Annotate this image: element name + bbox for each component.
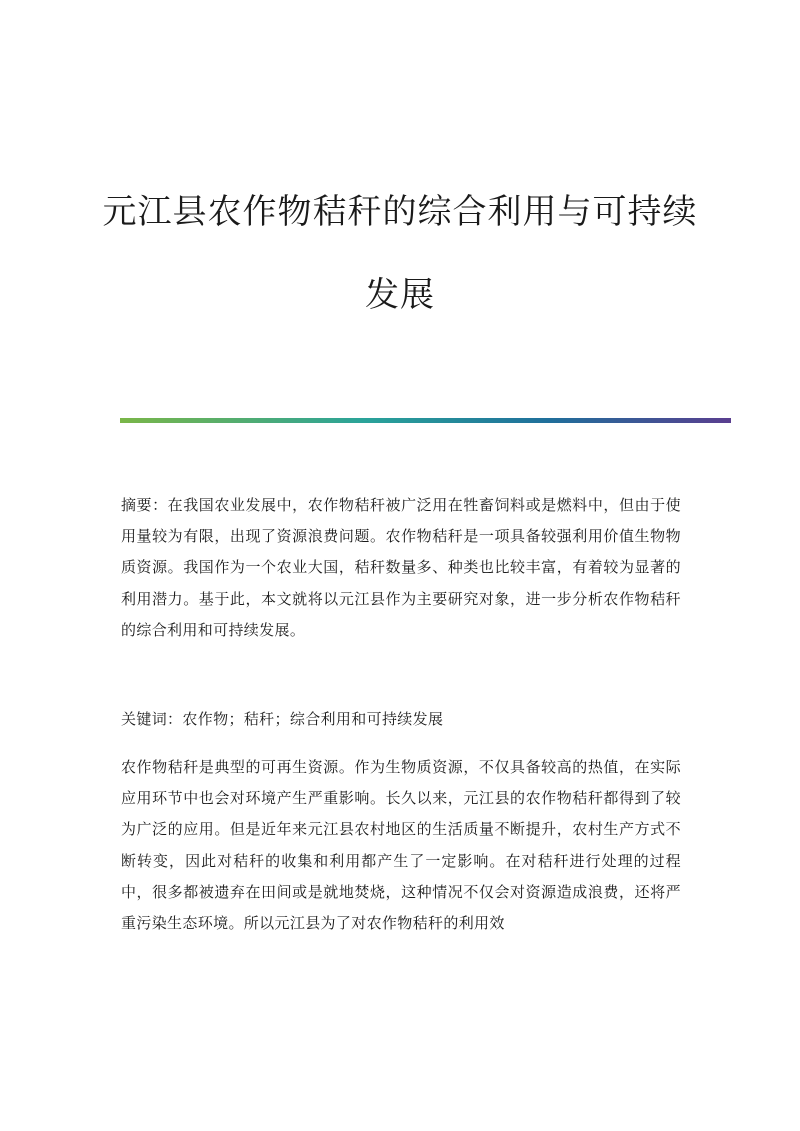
keywords-line: 关键词：农作物；秸秆；综合利用和可持续发展 [121, 710, 444, 728]
body-paragraph: 农作物秸秆是典型的可再生资源。作为生物质资源，不仅具备较高的热值，在实际应用环节中也会对环境产生严重影响。长久以来，元江县的农作物秸秆都得到了较为广泛的应用。但是近年来元江县农村地区的生活质量不断提升，农村生产方式不断转变，因此对秸秆的收集和利用都产生了一定影响。在对秸秆进行处理的过程中，很多都被遗弃在田间或是就地焚烧，这种情况不仅会对资源造成浪费，还将严重污染生态环境。所以元江县为了对农作物秸秆的利用效 [121, 758, 681, 933]
document-title-line-2: 发展 [365, 275, 435, 315]
abstract-paragraph: 摘要：在我国农业发展中，农作物秸秆被广泛用在牲畜饲料或是燃料中，但由于使用量较为有限，出现了资源浪费问题。农作物秸秆是一项具备较强利用价值生物物质资源。我国作为一个农业大国，秸秆数量多、种类也比较丰富，有着较为显著的利用潜力。基于此，本文就将以元江县作为主要研究对象，进一步分析农作物秸秆的综合利用和可持续发展。 [121, 496, 681, 639]
title-divider [120, 418, 731, 423]
document-title-line-1: 元江县农作物秸秆的综合利用与可持续 [102, 192, 698, 232]
